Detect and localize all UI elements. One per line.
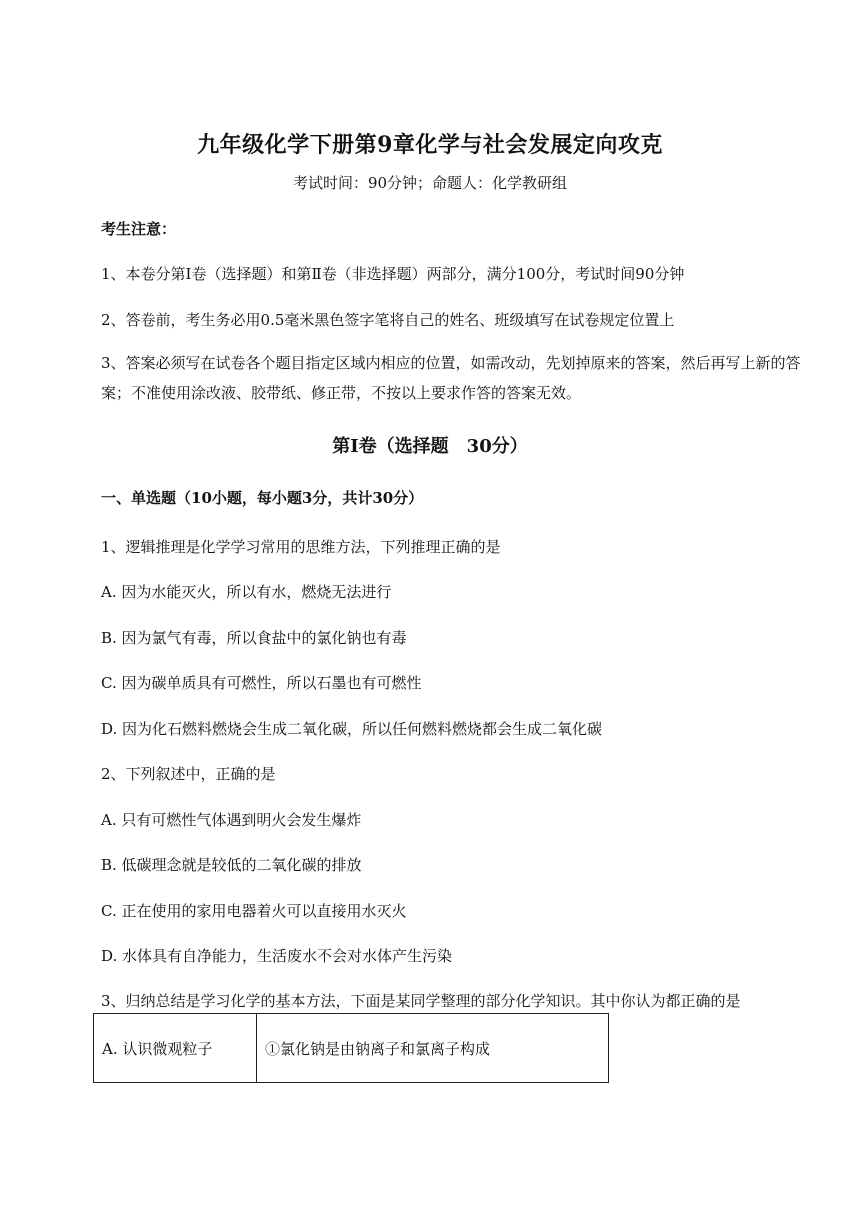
notice-heading: 考生注意：	[101, 220, 177, 238]
question-2-option-d: D. 水体具有自净能力，生活废水不会对水体产生污染	[101, 947, 453, 965]
question-1-option-b: B. 因为氯气有毒，所以食盐中的氯化钠也有毒	[101, 629, 407, 647]
question-1-stem: 1、逻辑推理是化学学习常用的思维方法，下列推理正确的是	[101, 538, 501, 556]
question-1-option-a: A. 因为水能灭火，所以有水，燃烧无法进行	[101, 583, 392, 601]
page-title: 九年级化学下册第9章化学与社会发展定向攻克	[197, 132, 663, 158]
table-cell-category: A. 认识微观粒子	[94, 1014, 257, 1083]
question-1-option-c: C. 因为碳单质具有可燃性，所以石墨也有可燃性	[101, 674, 422, 692]
question-1-option-d: D. 因为化石燃料燃烧会生成二氧化碳，所以任何燃料燃烧都会生成二氧化碳	[101, 720, 603, 738]
notice-item-3: 3、答案必须写在试卷各个题目指定区域内相应的位置，如需改动，先划掉原来的答案，然后再写上新的答案；不准使用涂改液、胶带纸、修正带，不按以上要求作答的答案无效。	[101, 354, 801, 402]
question-2-option-a: A. 只有可燃性气体遇到明火会发生爆炸	[101, 811, 362, 829]
notice-item-2: 2、答卷前，考生务必用0.5毫米黑色签字笔将自己的姓名、班级填写在试卷规定位置上	[101, 311, 675, 329]
exam-info: 考试时间：90分钟；命题人：化学教研组	[292, 174, 568, 192]
question-2-option-b: B. 低碳理念就是较低的二氧化碳的排放	[101, 856, 362, 874]
table-cell-content: ①氯化钠是由钠离子和氯离子构成	[257, 1014, 609, 1083]
section-title: 第Ⅰ卷（选择题 30分）	[332, 436, 528, 457]
question-2-stem: 2、下列叙述中，正确的是	[101, 765, 276, 783]
table-row	[94, 1014, 609, 1083]
question-3-stem: 3、归纳总结是学习化学的基本方法，下面是某同学整理的部分化学知识。其中你认为都正确的是	[101, 992, 741, 1010]
notice-item-1: 1、本卷分第Ⅰ卷（选择题）和第Ⅱ卷（非选择题）两部分，满分100分，考试时间90分钟	[101, 265, 685, 283]
question-type-heading: 一、单选题（10小题，每小题3分，共计30分）	[101, 489, 424, 507]
knowledge-table	[93, 1013, 609, 1083]
question-2-option-c: C. 正在使用的家用电器着火可以直接用水灭火	[101, 902, 407, 920]
